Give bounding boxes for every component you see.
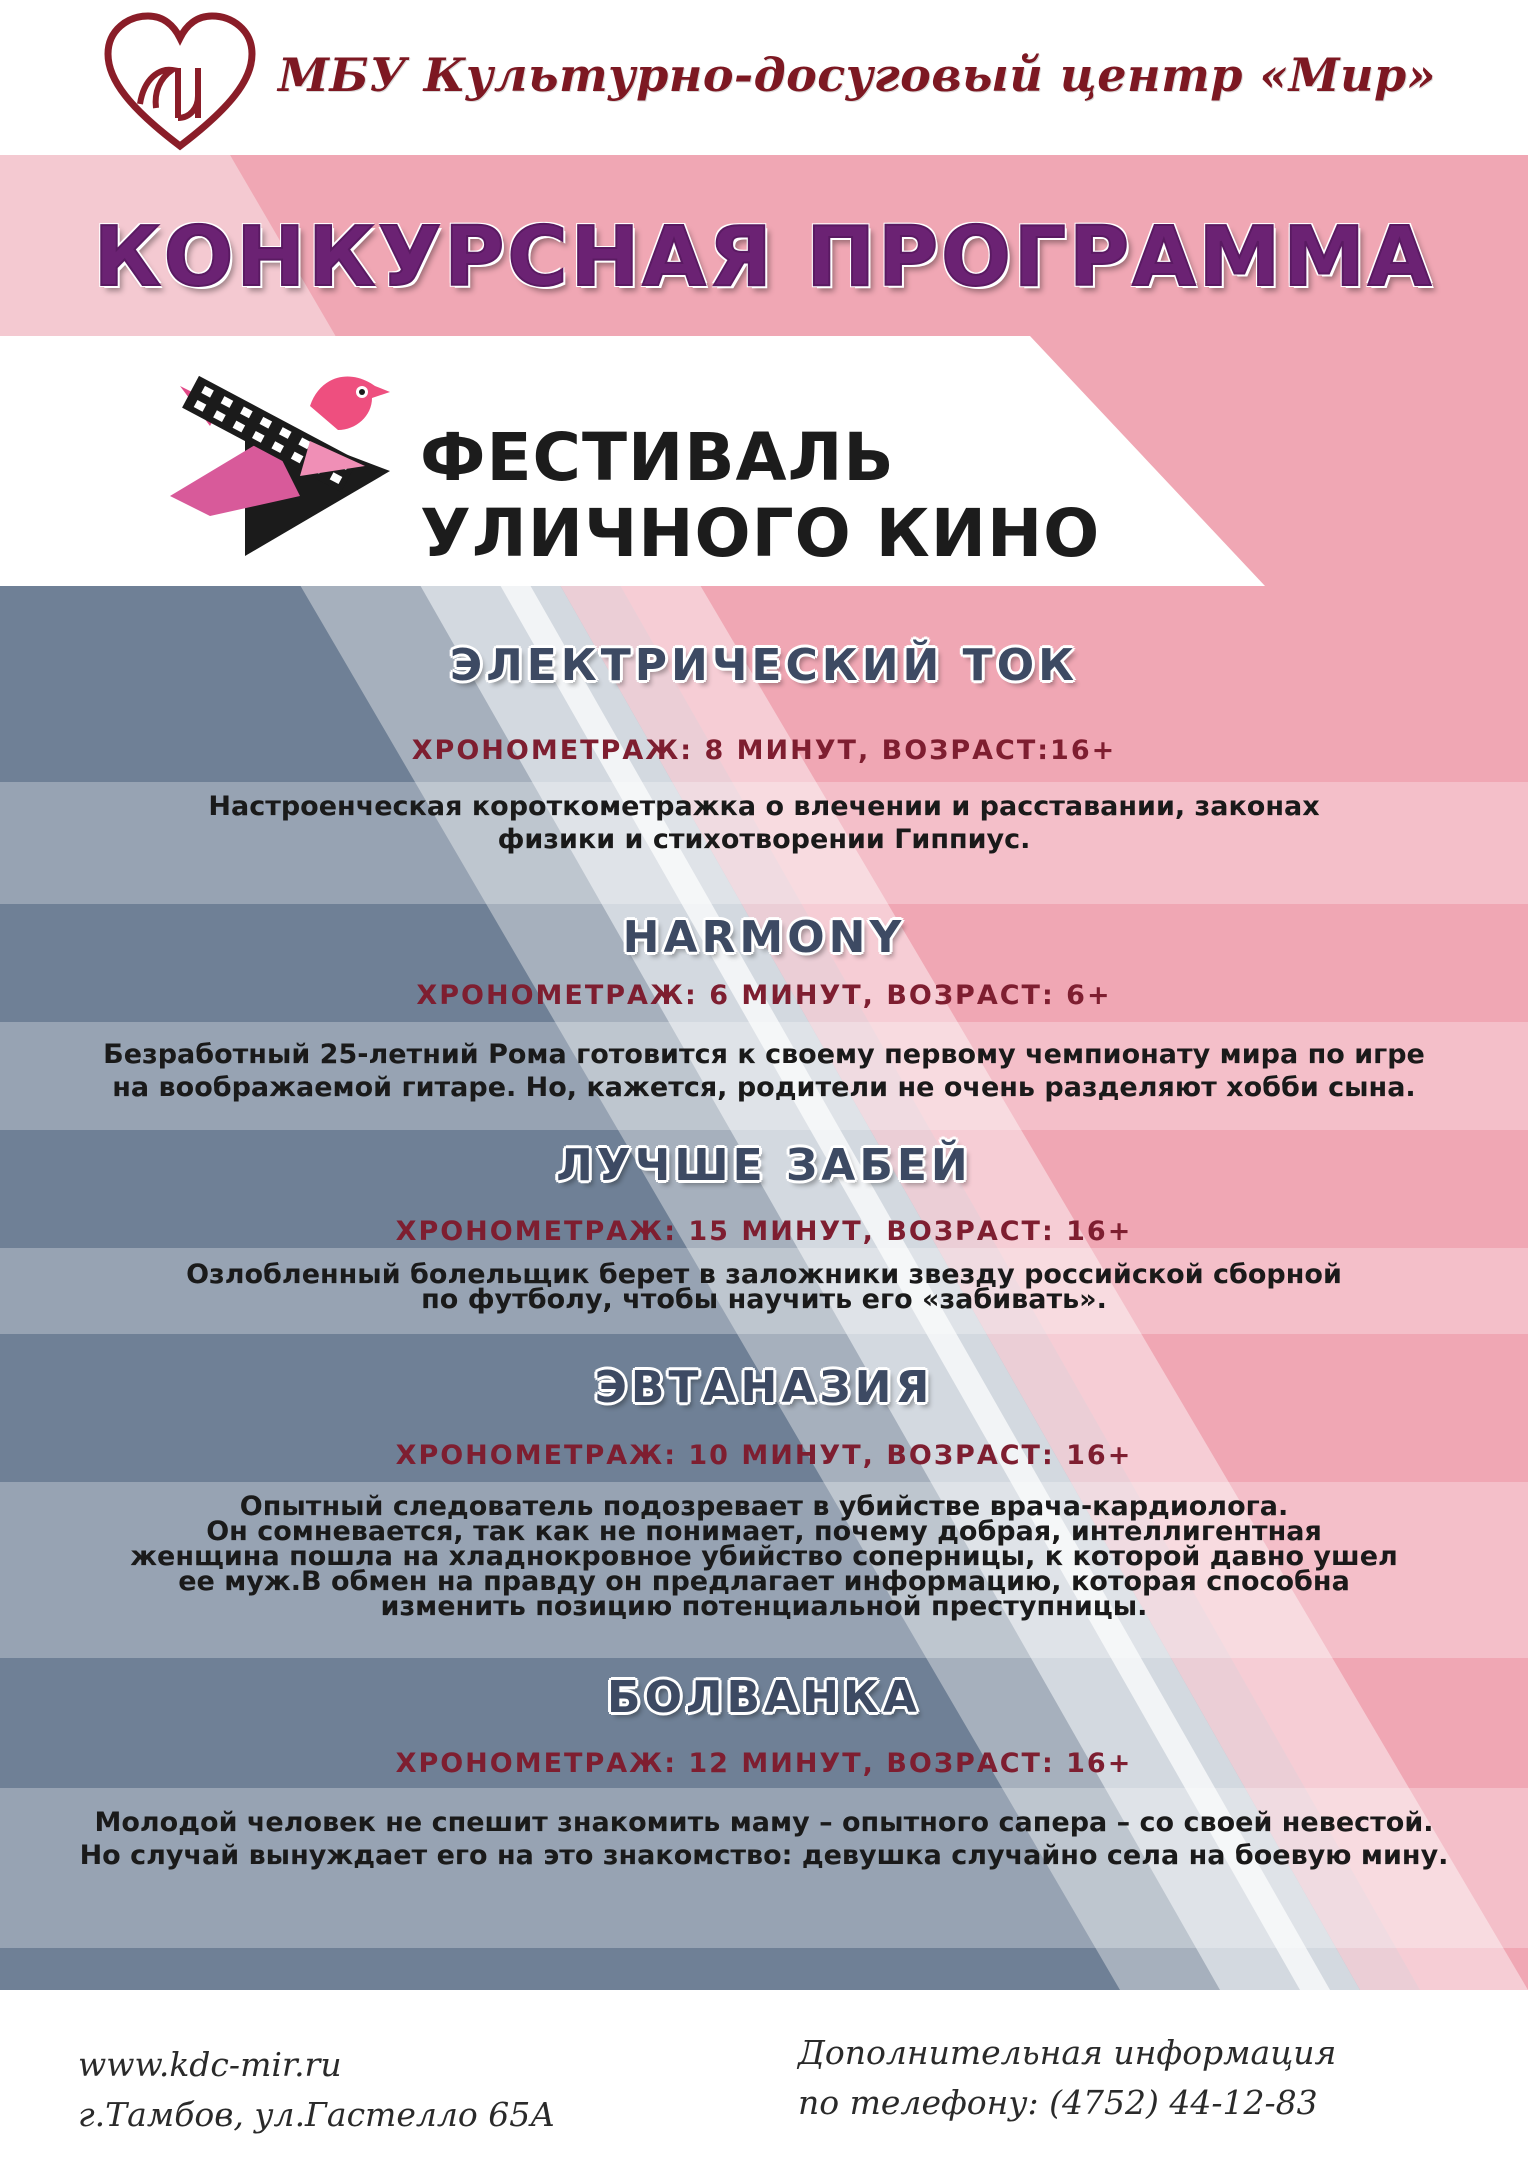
film-description <box>40 790 1488 856</box>
film-title: HARMONY <box>622 912 906 963</box>
film-description-line: Настроенческая короткометражка о влечении и расставании, законах <box>208 791 1320 822</box>
film-title: ЭВТАНАЗИЯ <box>594 1362 934 1413</box>
film-description-line: ее муж.В обмен на правду он предлагает информацию, которая способна <box>178 1566 1350 1597</box>
film-description-line: Но случай вынуждает его на это знакомство: девушка случайно села на боевую мину. <box>79 1840 1449 1871</box>
film-meta: ХРОНОМЕТРАЖ: 10 МИНУТ, ВОЗРАСТ: 16+ <box>395 1440 1133 1471</box>
film-meta: ХРОНОМЕТРАЖ: 12 МИНУТ, ВОЗРАСТ: 16+ <box>395 1748 1133 1779</box>
film-title: ЭЛЕКТРИЧЕСКИЙ ТОК <box>449 640 1079 691</box>
film-description-line: Безработный 25-летний Рома готовится к своему первому чемпионату мира по игре <box>103 1039 1425 1070</box>
festival-name-line1: ФЕСТИВАЛЬ <box>420 419 895 496</box>
film-description <box>40 1038 1488 1104</box>
film-title: ЛУЧШЕ ЗАБЕЙ <box>556 1140 972 1191</box>
festival-name-line2: УЛИЧНОГО КИНО <box>420 495 1101 572</box>
film-description-line: Он сомневается, так как не понимает, почему добрая, интеллигентная <box>206 1516 1322 1547</box>
program-title: КОНКУРСНАЯ ПРОГРАММА <box>93 210 1435 305</box>
footer-contacts <box>78 2040 555 2140</box>
address: г.Тамбов, ул.Гастелло 65А <box>78 2095 556 2134</box>
organization-name: МБУ Культурно-досуговый центр «Мир» <box>278 48 1436 102</box>
film-description-line: Молодой человек не спешит знакомить маму – опытного сапера – со своей невестой. <box>94 1807 1434 1838</box>
film-meta: ХРОНОМЕТРАЖ: 15 МИНУТ, ВОЗРАСТ: 16+ <box>395 1216 1133 1247</box>
film-description-line: женщина пошла на хладнокровное убийство соперницы, к которой давно ушел <box>130 1541 1398 1572</box>
film-description <box>40 1806 1488 1872</box>
film-description-line: Опытный следователь подозревает в убийстве врача-кардиолога. <box>239 1491 1289 1522</box>
film-title: БОЛВАНКА <box>607 1672 921 1723</box>
film-description-line: на воображаемой гитаре. Но, кажется, родители не очень разделяют хобби сына. <box>112 1072 1416 1103</box>
footer-info <box>798 2028 1336 2128</box>
film-description-line: по футболу, чтобы научить его «забивать». <box>421 1284 1107 1315</box>
info-label: Дополнительная информация <box>798 2033 1337 2072</box>
film-description <box>40 1259 1488 1315</box>
film-description-line: изменить позицию потенциальной преступницы. <box>380 1591 1148 1622</box>
film-meta: ХРОНОМЕТРАЖ: 6 МИНУТ, ВОЗРАСТ: 6+ <box>416 980 1112 1011</box>
film-description-line: физики и стихотворении Гиппиус. <box>497 824 1031 855</box>
film-meta: ХРОНОМЕТРАЖ: 8 МИНУТ, ВОЗРАСТ:16+ <box>411 735 1117 766</box>
website-link[interactable]: www.kdc-mir.ru <box>78 2045 342 2084</box>
film-description-line: Озлобленный болельщик берет в заложники звезду российской сборной <box>186 1259 1342 1290</box>
phone-number[interactable]: по телефону: (4752) 44-12-83 <box>798 2083 1318 2122</box>
film-description <box>40 1491 1488 1622</box>
